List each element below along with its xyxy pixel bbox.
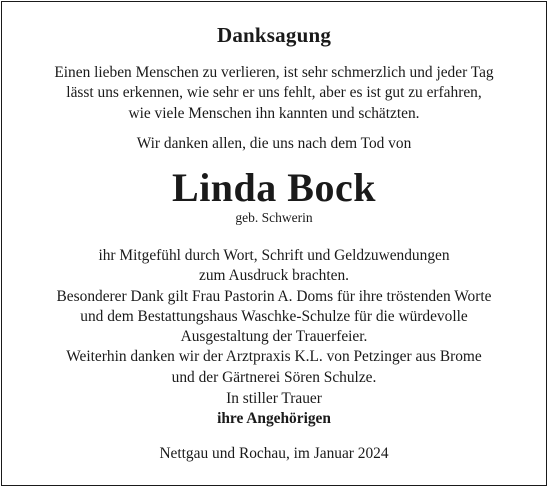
deceased-name: Linda Bock — [172, 165, 376, 210]
intro-paragraph — [2, 63, 546, 124]
body-line: Besonderer Dank gilt Frau Pastorin A. Doms für ihre tröstenden Worte — [56, 287, 492, 305]
intro-line: wie viele Menschen ihn kannten und schätzten. — [128, 104, 420, 122]
signature-intro: In stiller Trauer — [226, 390, 322, 407]
signature — [2, 389, 546, 430]
notice-heading: Danksagung — [216, 23, 332, 47]
birth-name: geb. Schwerin — [235, 210, 313, 225]
thanks-all-text: Wir danken allen, die uns nach dem Tod von — [136, 135, 412, 152]
intro-line: lässt uns erkennen, wie sehr er uns fehlt, aber es ist gut zu erfahren, — [66, 84, 482, 102]
body-line: und der Gärtnerei Sören Schulze. — [171, 368, 377, 386]
body-line: Ausgestaltung der Trauerfeier. — [180, 328, 368, 346]
intro-line: Einen lieben Menschen zu verlieren, ist sehr schmerzlich und jeder Tag — [54, 64, 494, 81]
body-line: zum Ausdruck brachten. — [198, 267, 349, 285]
obituary-notice — [1, 1, 547, 486]
thanks-paragraph — [2, 246, 546, 388]
thanks-all-line — [2, 134, 546, 154]
body-line: Weiterhin danken wir der Arztpraxis K.L. von Petzinger aus Brome — [66, 348, 482, 366]
place-and-date — [2, 444, 546, 464]
body-line: und dem Bestattungshaus Waschke-Schulze für die würdevolle — [80, 307, 468, 325]
signature-name: ihre Angehörigen — [217, 410, 331, 428]
place-date-text: Nettgau und Rochau, im Januar 2024 — [159, 445, 389, 462]
body-line: ihr Mitgefühl durch Wort, Schrift und Geldzuwendungen — [98, 247, 450, 264]
